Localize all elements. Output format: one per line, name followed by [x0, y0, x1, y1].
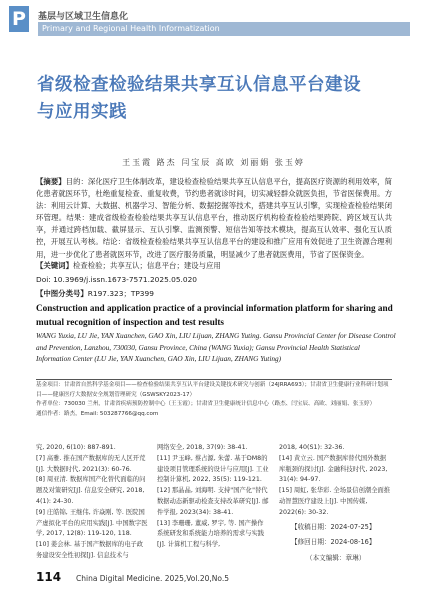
abstract-text: 目的：深化医疗卫生体制改革，建设检查检验结果共享互认信息平台，提高医疗资源的利用效率，简化患者就医环节，杜绝重复检查、重复收费，节约患者就诊时间，切实减轻群众就医负担，节省医保费用。方法：利用云计算、大数据、机器学习、智能分析、数据挖掘等技术，搭建共享互认引擎，实现检查检验结果闭环管理。结果：建成省级检查检验结果共享互认信息平台，推动医疗机构检查检验结果跨院、跨区域互认共享，并通过跨档加载、截屏显示、互认引擎、监测预警、短信告知等技术模块，提高互认效率、强化互认质控，开展互认考核。结论：省级检查检验结果共享互认信息平台的建设和推广应用有效促进了卫生资源合理利用，进一步优化了患者就医环节，改进了医疗服务质量，明显减少了患者就医费用，节省了医保资金。	[36, 177, 392, 259]
section-title-en: Primary and Regional Health Informatization	[38, 22, 410, 36]
keywords-text: 检查检验；共享互认；信息平台；建设与应用	[72, 261, 221, 270]
keywords-label: 【关键词】	[36, 261, 73, 270]
classification-text: R197.323；TP399	[87, 289, 154, 298]
footnotes	[36, 381, 392, 419]
abstract	[36, 176, 392, 261]
reference-item: 网络安全, 2018, 37(9): 38-41.	[157, 444, 248, 451]
author-list: 王玉霞 路杰 闫宝辰 高欧 刘丽娟 张玉婷	[122, 158, 305, 167]
classification	[36, 288, 392, 300]
section-header	[0, 0, 427, 38]
keywords	[36, 260, 392, 272]
contact-note: 通信作者：路杰，Email: 503287766@qq.com	[36, 410, 159, 417]
revised-date: 【修回日期：2024-08-16】	[291, 538, 376, 546]
reference-column-2	[157, 443, 269, 551]
reference-item: [7] 高雅. 推在国产数据库的无人区开荒[J]. 大数据时代, 2021(3): 60-76.	[36, 454, 146, 473]
journal-citation: China Digital Medicine. 2025,Vol.20,No.5	[76, 574, 230, 583]
doi: Doi: 10.3969/j.issn.1673-7571.2025.05.020	[36, 275, 197, 284]
reference-item: [11] 尹玉峰, 蔡占源, 朱蕾. 基于DM8的建设项目管理系统的设计与应用[J]. 工业控制计算机, 2022, 35(5): 119-121.	[157, 454, 269, 484]
journal-logo	[9, 6, 29, 32]
page-number: 114	[36, 570, 62, 584]
reference-column-3	[279, 443, 391, 519]
reference-column-1	[36, 443, 148, 562]
reference-item: [10] 姜会林. 基于国产数据库的电子政务建设安全性初探[J]. 信息技术与	[36, 541, 144, 559]
affiliation-note: 作者单位：730030 兰州，甘肃省疾病预防控制中心（王玉霞）；甘肃省卫生健康统计信息中心（路杰、闫宝辰、高欧、刘丽娟、张玉婷）	[36, 401, 376, 407]
abstract-label: 【摘要】	[36, 177, 66, 186]
article-title-line2: 与应用实践	[37, 102, 127, 122]
editor-note: （本文编辑：章琳）	[306, 554, 366, 562]
article-title-line1: 省级检查检验结果共享互认信息平台建设	[37, 75, 361, 95]
footnote-divider	[36, 379, 392, 380]
reference-item: [15] 周虹, 张华彩. 全场景信创潮全面推动智慧医疗建设上[J]. 中国传媒, 2022(6): 30-32.	[279, 487, 391, 516]
reference-item: [13] 李珊珊, 董威, 罗宇, 等. 国产操作系统研发和系统能力培养的需求与实践[J]. 计算机工程与科学,	[157, 519, 265, 549]
english-authors: WANG Yuxia, LU Jie, YAN Xuanchen, GAO Xin, LIU Lijuan, ZHANG Yuting. Gansu Provincial Center for Disease Control and Prevention, Lanzhou, 730030, Gansu Province, China (WANG Yuxia); Gansu Provincial Health Statistical Information Center (LU Jie, YAN Xuanchen, GAO Xin, LIU Lijuan, ZHANG Yuting)	[36, 331, 396, 364]
article-title	[37, 72, 407, 126]
reference-item: 究, 2020, 6(10): 887-891.	[36, 444, 116, 451]
logo-letter: P	[12, 8, 26, 30]
reference-item: [14] 黄立云. 国产数据库替代国外数据库瓶颈的探讨[J]. 金融科技时代, 2023, 31(4): 94-97.	[279, 454, 388, 484]
fund-note: 基金项目：甘肃省自然科学基金项目——检查检验结果共享互认平台建设关键技术研究与创新（24JRRA693）；甘肃省卫生健康行业科研计划项目——健康医疗大数据安全规划管理研究（GSWSKY2023-17）	[36, 382, 389, 398]
reference-item: 2018, 40(S1): 32-36.	[279, 444, 345, 451]
received-date: 【收稿日期：2024-07-25】	[291, 523, 376, 531]
english-title: Construction and application practice of a provincial information platform for sharing and mutual recognition of inspection and test results	[36, 303, 393, 327]
classification-label: 【中图分类号】	[36, 289, 88, 298]
reference-item: [8] 周亚清. 数据库国产化替代面临的问题及对策研究[J]. 信息安全研究, 2018, 4(1): 24-30.	[36, 476, 146, 505]
section-title-cn: 基层与区域卫生信息化	[38, 12, 129, 22]
reference-item: [12] 那晶晶, 刘海明. 支持"国产化"替代数据动态新驱动检查支持改革研究[J]. 邮件学报, 2023(34): 38-41.	[157, 487, 269, 516]
reference-item: [9] 庄皓锦, 王继伟, 许焱刚, 等. 医院国产虚拟化平台的应用实践[J]. 中国数字医学, 2017, 12(8): 119-120, 118.	[36, 508, 148, 538]
